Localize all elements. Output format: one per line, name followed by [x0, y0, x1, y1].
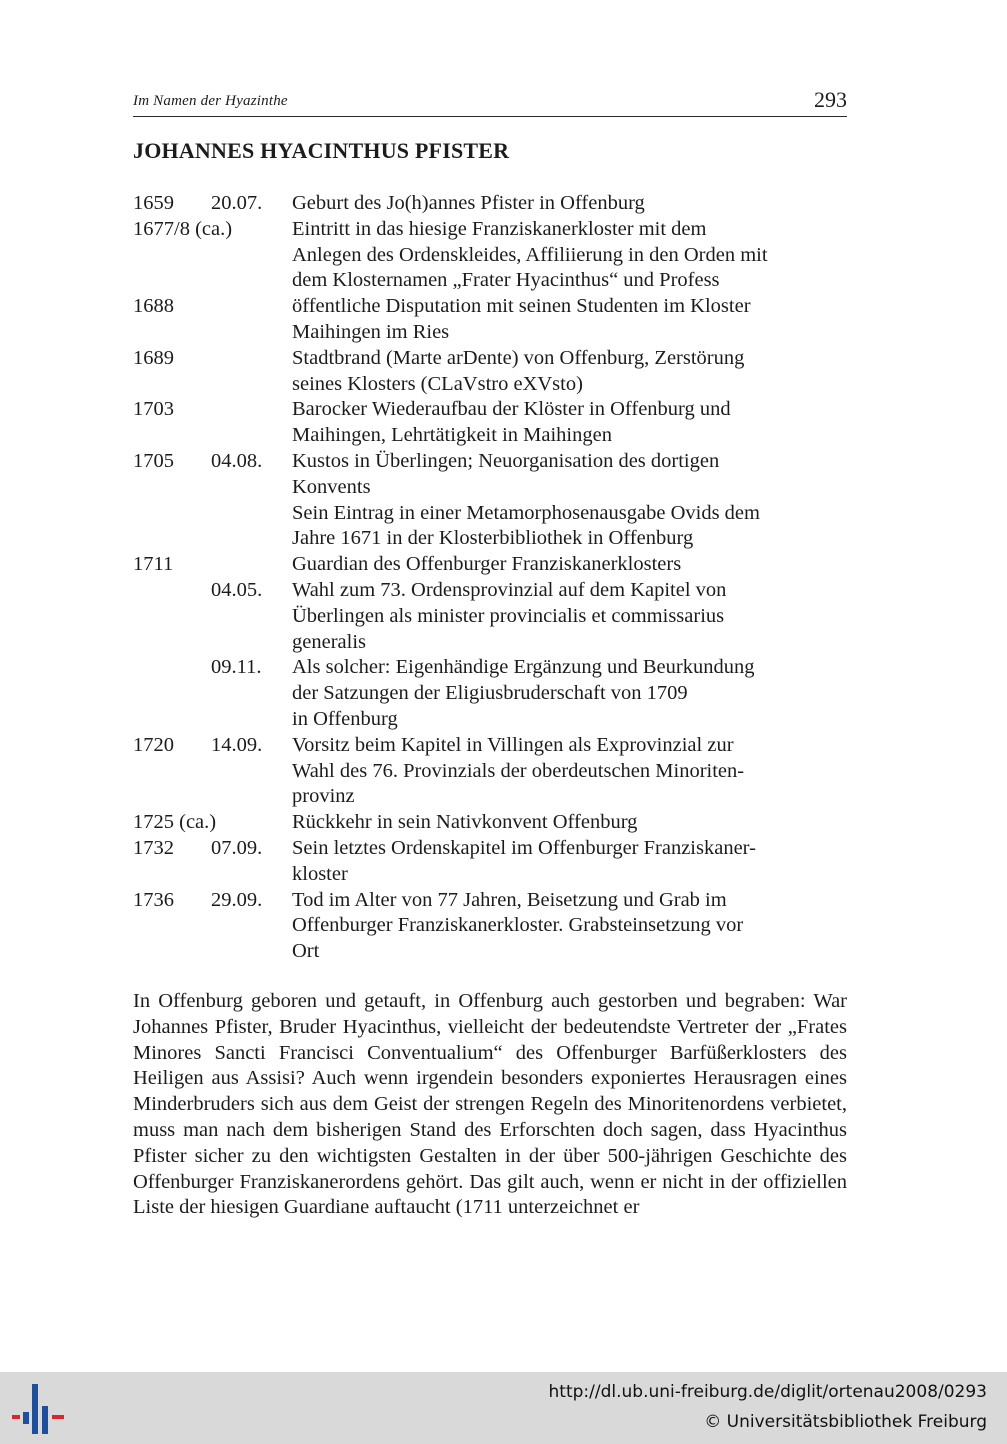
chronology-year: 1659: [133, 192, 174, 214]
chronology-event-line: provinz: [292, 785, 355, 808]
chronology-year: 1736: [133, 888, 174, 911]
chronology-event: [292, 191, 847, 217]
chronology-event: [292, 294, 847, 346]
chronology-event-line: Anlegen des Ordenskleides, Affiliierung in den Orden mit: [292, 243, 768, 266]
chronology-event: [292, 810, 847, 836]
chronology-event-line: Jahre 1671 in der Klosterbibliothek in Offenburg: [292, 527, 694, 550]
chronology-event-line: öffentliche Disputation mit seinen Studenten im Kloster: [292, 295, 751, 318]
footer-copyright: © Universitätsbibliothek Freiburg: [704, 1412, 987, 1432]
chronology-event-line: Rückkehr in sein Nativkonvent Offenburg: [292, 811, 638, 834]
chronology-event-line: kloster: [292, 862, 348, 885]
chronology-event-line: seines Klosters (CLaVstro eXVsto): [292, 372, 583, 395]
chronology-year: 1689: [133, 346, 174, 369]
chronology-year: 1688: [133, 295, 174, 318]
chronology-row: [133, 294, 847, 346]
chronology-date: 04.05.: [211, 578, 263, 601]
running-title: Im Namen der Hyazinthe: [133, 93, 288, 109]
chronology-date: 09.11.: [211, 656, 262, 679]
chapter-title: JOHANNES HYACINTHUS PFISTER: [133, 138, 510, 163]
chronology-date: 07.09.: [211, 836, 263, 859]
chronology-event-line: der Satzungen der Eligiusbruderschaft von 1709: [292, 682, 688, 705]
chronology-event: [292, 397, 847, 449]
chronology-event-line: generalis: [292, 630, 366, 653]
chronology-year: 1705: [133, 449, 174, 472]
page-number: 293: [814, 87, 847, 112]
chronology-event: [292, 836, 847, 888]
chronology-event-line: Geburt des Jo(h)annes Pfister in Offenburg: [292, 192, 645, 214]
chronology-event: [292, 217, 847, 294]
chronology-event-line: Ort: [292, 940, 320, 963]
chronology-event-line: Maihingen im Ries: [292, 320, 450, 343]
chronology-year: 1720: [133, 733, 174, 756]
chronology-year: 1703: [133, 398, 174, 421]
chronology-event-line: Stadtbrand (Marte arDente) von Offenburg, Zerstörung: [292, 346, 745, 369]
running-header: [133, 86, 847, 117]
chronology-date: 14.09.: [211, 733, 263, 756]
chronology-row: [133, 449, 847, 552]
chronology-table: [133, 191, 847, 965]
chronology-event: [292, 449, 847, 552]
chronology-row: [133, 552, 847, 578]
chronology-event-line: Maihingen, Lehrtätigkeit in Maihingen: [292, 424, 612, 447]
chronology-event-line: Guardian des Offenburger Franziskanerklosters: [292, 553, 682, 576]
chronology-event-line: Wahl zum 73. Ordensprovinzial auf dem Kapitel von: [292, 578, 727, 601]
chronology-date: 29.09.: [211, 888, 263, 911]
chronology-event-line: dem Klosternamen „Frater Hyacinthus“ und Profess: [292, 269, 720, 292]
chronology-event-line: Eintritt in das hiesige Franziskanerkloster mit dem: [292, 217, 707, 240]
chronology-event-line: Konvents: [292, 475, 371, 498]
chronology-year: 1711: [133, 553, 174, 576]
chronology-date: 20.07.: [211, 192, 263, 214]
chronology-year: 1725 (ca.): [133, 811, 217, 834]
chronology-event-line: Sein letztes Ordenskapitel im Offenburger Franziskaner-: [292, 836, 756, 859]
chronology-event-line: Barocker Wiederaufbau der Klöster in Offenburg und: [292, 398, 731, 421]
chronology-date: 04.08.: [211, 449, 263, 472]
chronology-event-line: Wahl des 76. Provinzials der oberdeutschen Minoriten-: [292, 759, 745, 782]
body-paragraph: In Offenburg geboren und getauft, in Offenburg auch gestorben und begraben: War Johannes Pfister, Bruder Hyacinthus, vielleicht der bedeutendste Vertreter der „Frates Minores Sancti Francisci Conventualium“ des Offenburger Barfüßerklosters des Heiligen aus Assisi? Auch wenn irgendein besonders exponiertes Herausragen eines Minderbruders sich aus dem Geist der strengen Regeln des Minoritenordens verbietet, muss man nach dem bisherigen Stand des Erforschten doch sagen, dass Hyacinthus Pfister sicher zu den wichtigsten Gestalten in der über 500-jährigen Geschichte des Offenburger Franziskanerordens gehört. Das gilt auch, wenn er nicht in der offiziellen Liste der hiesigen Guardiane auftaucht (1711 unterzeichnet er: [133, 990, 847, 1219]
chronology-row: [133, 217, 847, 294]
chronology-event: [292, 655, 847, 732]
chronology-event: [292, 578, 847, 655]
ub-freiburg-logo-icon: [12, 1384, 64, 1434]
chronology-event-line: Kustos in Überlingen; Neuorganisation des dortigen: [292, 449, 720, 472]
footer-bar: [0, 1372, 1007, 1444]
chronology-row: [133, 191, 847, 217]
chronology-row: [133, 733, 847, 810]
chronology-event: [292, 552, 847, 578]
chronology-event: [292, 346, 847, 398]
chronology-event-line: Tod im Alter von 77 Jahren, Beisetzung und Grab im: [292, 888, 727, 911]
chronology-event-line: Offenburger Franziskanerkloster. Grabsteinsetzung vor: [292, 914, 744, 937]
chronology-event-line: Als solcher: Eigenhändige Ergänzung und Beurkundung: [292, 656, 755, 679]
chronology-event-line: in Offenburg: [292, 707, 398, 730]
chronology-year: 1677/8 (ca.): [133, 217, 233, 240]
chronology-row: [133, 578, 847, 655]
chronology-year: 1732: [133, 836, 174, 859]
chronology-row: [133, 346, 847, 398]
chronology-event: [292, 888, 847, 965]
chronology-row: [133, 397, 847, 449]
chronology-event: [292, 733, 847, 810]
chronology-row: [133, 655, 847, 732]
footer-url-link[interactable]: http://dl.ub.uni-freiburg.de/diglit/ortenau2008/0293: [548, 1382, 987, 1402]
chronology-event-line: Sein Eintrag in einer Metamorphosenausgabe Ovids dem: [292, 501, 760, 524]
chronology-row: [133, 836, 847, 888]
chronology-row: [133, 888, 847, 965]
chronology-row: [133, 810, 847, 836]
chronology-event-line: Vorsitz beim Kapitel in Villingen als Exprovinzial zur: [292, 733, 734, 756]
chronology-event-line: Überlingen als minister provincialis et commissarius: [292, 604, 725, 627]
